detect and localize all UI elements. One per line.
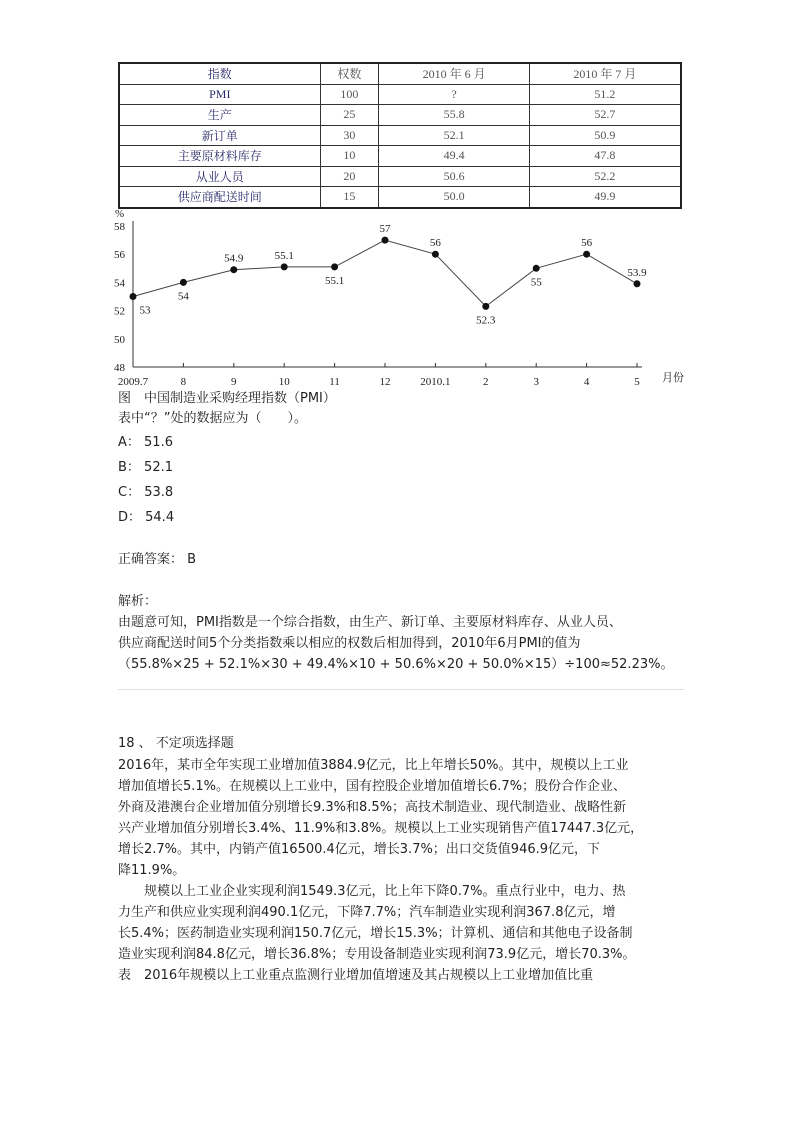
data-point [382, 237, 389, 244]
table-cell: 主要原材料库存 [119, 146, 320, 167]
table-header: 指数 [119, 63, 320, 84]
pmi-line-chart [110, 205, 690, 390]
analysis-title: 解析： [118, 594, 158, 609]
x-tick-label: 10 [278, 376, 290, 388]
option-b[interactable]: B： 52.1 [118, 460, 173, 475]
x-tick-label: 2009.7 [117, 376, 149, 388]
pmi-table [118, 62, 682, 209]
table-cell: 50.9 [529, 125, 681, 146]
analysis-line: 供应商配送时间5个分类指数乘以相应的权数后相加得到，2010年6月PMI的值为 [118, 636, 581, 651]
data-point [130, 293, 137, 300]
passage-line: 增长2.7%。其中，内销产值16500.4亿元，增长3.7%；出口交货值946.9亿元，下 [118, 842, 601, 857]
y-tick-label: 54 [114, 277, 125, 290]
table-cell: 50.6 [379, 166, 529, 187]
table-cell: 49.4 [379, 146, 529, 167]
data-point [180, 279, 187, 286]
data-point [583, 251, 590, 258]
table-row [119, 84, 681, 105]
passage-line: 外商及港澳台企业增加值分别增长9.3%和8.5%；高技术制造业、现代制造业、战略性新 [118, 800, 627, 815]
question-18-title: 18 、 不定项选择题 [118, 736, 234, 751]
y-tick-label: 52 [114, 305, 125, 318]
correct-answer: 正确答案： B [118, 552, 197, 567]
x-tick-label: 4 [583, 376, 590, 388]
table-cell: 52.1 [379, 125, 529, 146]
table-cell: 生产 [119, 105, 320, 126]
table-cell: 15 [320, 187, 379, 208]
question-text: 表中“？”处的数据应为（ ）。 [118, 411, 307, 426]
data-label: 57 [379, 223, 391, 236]
x-tick-label: 11 [329, 376, 340, 388]
data-label: 54 [177, 290, 189, 303]
table-header: 2010 年 7 月 [529, 63, 681, 84]
data-label: 53.9 [627, 266, 647, 279]
table-cell: 47.8 [529, 146, 681, 167]
table-row [119, 146, 681, 167]
data-point [281, 263, 288, 270]
data-point [482, 303, 489, 310]
data-point [533, 265, 540, 272]
data-label: 55.1 [274, 249, 294, 262]
data-label: 56 [429, 237, 441, 250]
data-label: 52.3 [476, 314, 496, 327]
data-label: 54.9 [224, 252, 244, 265]
x-axis-label: 月份 [662, 372, 684, 384]
passage-line: 力生产和供应业实现利润490.1亿元，下降7.7%；汽车制造业实现利润367.8亿元，增 [118, 905, 616, 920]
table-cell: 从业人员 [119, 166, 320, 187]
table-cell: PMI [119, 84, 320, 105]
x-tick-label: 3 [533, 376, 539, 388]
table-header-row [119, 63, 681, 84]
table-cell: 55.8 [379, 105, 529, 126]
option-d[interactable]: D： 54.4 [118, 510, 175, 525]
x-tick-label: 12 [379, 376, 391, 388]
table-cell: 30 [320, 125, 379, 146]
table-row [119, 125, 681, 146]
data-point [230, 266, 237, 273]
series-line [133, 240, 637, 306]
data-point [331, 263, 338, 270]
x-tick-label: 8 [180, 376, 187, 388]
table-cell: 52.2 [529, 166, 681, 187]
x-tick-label: 5 [634, 376, 640, 388]
data-label: 55.1 [324, 274, 345, 287]
table-cell: 新订单 [119, 125, 320, 146]
chart-caption: 图 中国制造业采购经理指数（PMI） [118, 391, 336, 406]
data-label: 56 [581, 237, 593, 250]
table-cell: 25 [320, 105, 379, 126]
passage-line: 2016年，某市全年实现工业增加值3884.9亿元，比上年增长50%。其中，规模以上工业 [118, 758, 629, 773]
analysis-line: 由题意可知，PMI指数是一个综合指数，由生产、新订单、主要原材料库存、从业人员、 [118, 615, 622, 630]
passage-line: 降11.9%。 [118, 863, 186, 878]
x-tick-label: 2 [483, 376, 489, 388]
table-cell: 20 [320, 166, 379, 187]
y-tick-label: 58 [114, 221, 125, 233]
data-label: 53 [139, 304, 151, 317]
option-a[interactable]: A： 51.6 [118, 435, 173, 450]
table-cell: 52.7 [529, 105, 681, 126]
data-point [634, 280, 641, 287]
table-cell: 供应商配送时间 [119, 187, 320, 208]
y-axis-label: % [115, 208, 125, 220]
x-tick-label: 2010.1 [420, 376, 451, 388]
table-header: 2010 年 6 月 [379, 63, 529, 84]
x-tick-label: 9 [231, 376, 237, 388]
table-row [119, 166, 681, 187]
table-cell: 10 [320, 146, 379, 167]
passage-line: 兴产业增加值分别增长3.4%、11.9%和3.8%。规模以上工业实现销售产值17447.3亿元， [118, 821, 644, 836]
option-c[interactable]: C： 53.8 [118, 485, 174, 500]
y-tick-label: 56 [114, 249, 125, 262]
passage-line: 增加值增长5.1%。在规模以上工业中，国有控股企业增加值增长6.7%；股份合作企业、 [118, 779, 627, 794]
data-point [432, 251, 439, 258]
table-cell: 51.2 [529, 84, 681, 105]
table-row [119, 105, 681, 126]
passage-line: 规模以上工业企业实现利润1549.3亿元，比上年下降0.7%。重点行业中，电力、热 [118, 884, 626, 899]
y-tick-label: 48 [114, 362, 125, 374]
data-label: 55 [530, 276, 542, 289]
passage-line: 长5.4%；医药制造业实现利润150.7亿元，增长15.3%；计算机、通信和其他电子设备制 [118, 926, 633, 941]
table-cell: 50.0 [379, 187, 529, 208]
passage-line: 造业实现利润84.8亿元，增长36.8%；专用设备制造业实现利润73.9亿元，增长70.3%。 [118, 947, 636, 962]
table-header: 权数 [320, 63, 379, 84]
analysis-line: （55.8%×25 + 52.1%×30 + 49.4%×10 + 50.6%×20 + 50.0%×15）÷100≈52.23%。 [118, 657, 674, 672]
passage-line: 表 2016年规模以上工业重点监测行业增加值增速及其占规模以上工业增加值比重 [118, 968, 594, 983]
table-cell: 49.9 [529, 187, 681, 208]
y-tick-label: 50 [114, 333, 125, 346]
table-cell: ? [379, 84, 529, 105]
divider [118, 689, 684, 690]
table-cell: 100 [320, 84, 379, 105]
